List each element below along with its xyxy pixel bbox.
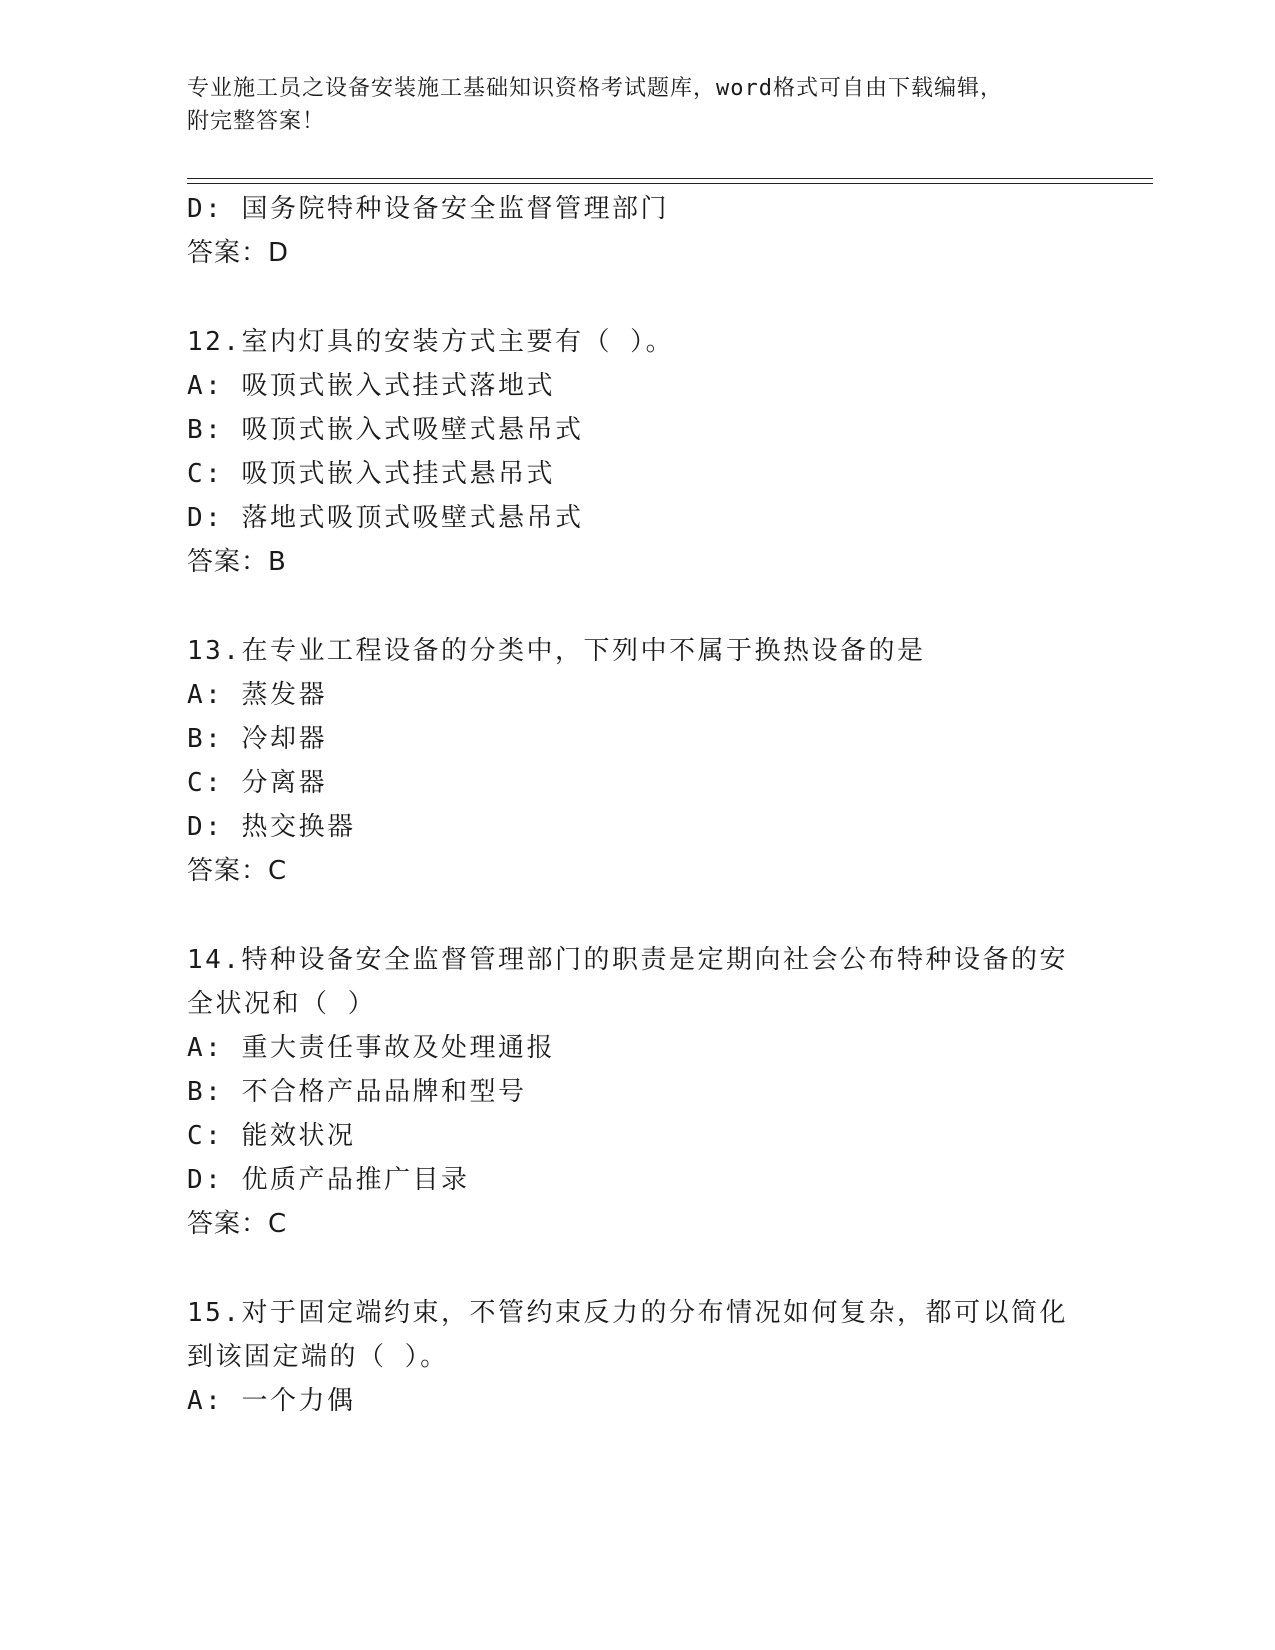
q14-stem-line-2: 全状况和（ ） [187, 989, 377, 1019]
q13-option-a: A: 蒸发器 [187, 680, 327, 710]
q14-option-a: A: 重大责任事故及处理通报 [187, 1033, 555, 1063]
header-divider-bottom [187, 183, 1153, 184]
q14-option-d: D: 优质产品推广目录 [187, 1165, 470, 1195]
prev-option-d: D: 国务院特种设备安全监督管理部门 [187, 194, 669, 224]
document-header [187, 72, 1067, 138]
q15-stem-line-1: 15.对于固定端约束，不管约束反力的分布情况如何复杂，都可以简化 [187, 1298, 1068, 1328]
q15-option-a: A: 一个力偶 [187, 1386, 356, 1416]
q12-stem: 12.室内灯具的安装方式主要有（ ）。 [187, 327, 675, 357]
header-line-1: 专业施工员之设备安装施工基础知识资格考试题库，word格式可自由下载编辑， [187, 76, 1003, 101]
q14-option-b: B: 不合格产品品牌和型号 [187, 1077, 527, 1107]
prev-answer: 答案：D [187, 238, 290, 268]
q12-answer: 答案：B [187, 547, 287, 577]
header-divider-top [187, 178, 1153, 179]
header-line-2: 附完整答案！ [187, 109, 326, 134]
q14-option-c: C: 能效状况 [187, 1121, 356, 1151]
q13-option-c: C: 分离器 [187, 768, 327, 798]
q13-option-b: B: 冷却器 [187, 724, 327, 754]
q12-option-a: A: 吸顶式嵌入式挂式落地式 [187, 371, 555, 401]
q13-answer: 答案：C [187, 856, 288, 886]
q15-stem-line-2: 到该固定端的（ ）。 [187, 1342, 449, 1372]
q13-option-d: D: 热交换器 [187, 812, 356, 842]
q14-stem-line-1: 14.特种设备安全监督管理部门的职责是定期向社会公布特种设备的安 [187, 945, 1068, 975]
q12-option-d: D: 落地式吸顶式吸壁式悬吊式 [187, 503, 584, 533]
q13-stem: 13.在专业工程设备的分类中，下列中不属于换热设备的是 [187, 636, 926, 666]
q14-answer: 答案：C [187, 1209, 288, 1239]
q12-option-b: B: 吸顶式嵌入式吸壁式悬吊式 [187, 415, 584, 445]
q12-option-c: C: 吸顶式嵌入式挂式悬吊式 [187, 459, 555, 489]
